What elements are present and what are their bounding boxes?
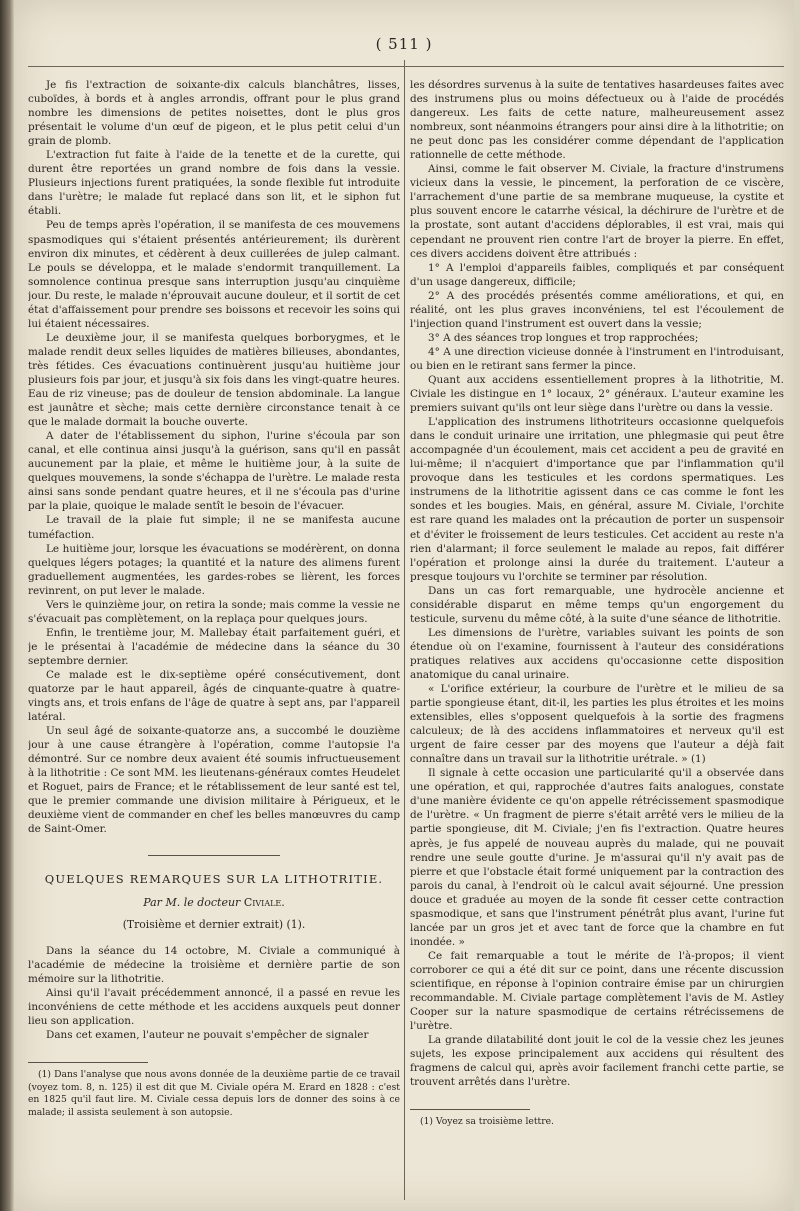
footnote-rule	[410, 1109, 530, 1110]
header-rule	[28, 66, 784, 67]
book-binding	[0, 0, 14, 1211]
section-subtitle: (Troisième et dernier extrait) (1).	[122, 917, 306, 931]
paragraph: Le travail de la plaie fut simple; il ne se manifesta aucune tuméfaction.	[28, 514, 400, 541]
section-separator	[148, 855, 280, 856]
paragraph: Ce fait remarquable a tout le mérite de l'à-propos; il vient corroborer ce qui a été dit sur ce point, dans une récente discussion scientifique, en réponse à l'opinion contraire émise par un chirurgien recommandable. M. Civiale partage complètement l'avis de M. Astley Cooper sur la nature spasmodique de certains rétrécissemens de l'urètre.	[410, 949, 784, 1033]
paragraph: L'application des instrumens lithotriteurs occasionne quelquefois dans le conduit urinaire une irritation, une phlegmasie qui peut être accompagnée d'un écoulement, mais cet accident a peu de gravité en lui-même; il n'acquiert d'importance que par l'inflammation qu'il provoque dans les testicules et les cordons spermatiques. Les instrumens de la lithotritie agissent dans ce cas comme le font les sondes et les bougies. Mais, en général, assure M. Civiale, l'orchite est rare quand les malades ont la précaution de porter un suspensoir et d'éviter le froissement de leurs testicules. Cet accident au reste n'a rien d'alarmant; il force seulement le malade au repos, fait différer l'opération et prolonge ainsi la durée du traitement. L'auteur a presque toujours vu l'orchite se terminer par résolution.	[410, 416, 784, 583]
byline-author: Civiale.	[243, 895, 285, 909]
footnote-rule	[28, 1062, 148, 1063]
right-column	[410, 78, 784, 1199]
footnote: (1) Dans l'analyse que nous avons donnée de la deuxième partie de ce travail (voyez tom. 8, n. 125) il est dit que M. Civiale opéra M. Erard en 1828 : c'est en 1825 qu'il faut lire. M. Civiale cessa depuis lors de donner des soins à ce malade; il assista seulement à son autopsie.	[28, 1069, 400, 1118]
paragraph: 1° A l'emploi d'appareils faibles, compliqués et par conséquent d'un usage dangereux, difficile;	[410, 261, 784, 288]
paragraph: Dans un cas fort remarquable, une hydrocèle ancienne et considérable disparut en même temps qu'un engorgement du testicule, survenu du même côté, à la suite d'une séance de lithotritie.	[410, 584, 784, 625]
paragraph: La grande dilatabilité dont jouit le col de la vessie chez les jeunes sujets, les expose principalement aux accidens qui résultent des fragmens de calcul qui, après avoir facilement franchi cette partie, se trouvent arrêtés dans l'urètre.	[410, 1034, 784, 1089]
paragraph: « L'orifice extérieur, la courbure de l'urètre et le milieu de sa partie spongieuse étant, dit-il, les parties les plus étroites et les moins extensibles, elles s'opposent quelquefois à la sortie des fragmens calculeux; de là des accidens inflammatoires et nerveux qu'il est urgent de faire cesser par des moyens que l'auteur a déjà fait connaître dans un travail sur la lithotritie urétrale. » (1)	[410, 683, 784, 766]
page-number: ( 511 )	[375, 35, 433, 53]
paragraph: Vers le quinzième jour, on retira la sonde; mais comme la vessie ne s'évacuait pas complètement, on la replaça pour quelques jours.	[28, 598, 400, 625]
paragraph: Le huitième jour, lorsque les évacuations se modérèrent, on donna quelques légers potages; la quantité et la nature des alimens furent graduellement augmentées, les gardes-robes se lièrent, les forces revinrent, on put lever le malade.	[28, 542, 400, 597]
paragraph: Quant aux accidens essentiellement propres à la lithotritie, M. Civiale les distingue en 1° locaux, 2° généraux. L'auteur examine les premiers suivant qu'ils ont leur siège dans l'urètre ou dans la vessie.	[410, 373, 784, 415]
paragraph: Ainsi qu'il l'avait précédemment annoncé, il a passé en revue les inconvéniens de cette méthode et les accidens auxquels peut donner lieu son application.	[28, 986, 400, 1027]
paragraph: les désordres survenus à la suite de tentatives hasardeuses faites avec des instrumens plus ou moins défectueux ou à l'aide de procédés dangereux. Les faits de cette nature, malheureusement assez nombreux, sont néanmoins étrangers pour ainsi dire à la lithotritie; on ne peut donc pas les considérer comme dépendant de l'application rationnelle de cette méthode.	[410, 79, 784, 162]
column-divider	[404, 60, 405, 1200]
footnote: (1) Voyez sa troisième lettre.	[420, 1116, 554, 1128]
paragraph: 4° A une direction vicieuse donnée à l'instrument en l'introduisant, ou bien en le retirant sans fermer la pince.	[410, 345, 784, 372]
paragraph: 2° A des procédés présentés comme améliorations, et qui, en réalité, ont les plus graves inconvéniens, tel est l'écoulement de l'injection quand l'instrument est ouvert dans la vessie;	[410, 289, 784, 330]
paragraph: Enfin, le trentième jour, M. Mallebay était parfaitement guéri, et je le présentai à l'académie de médecine dans la séance du 30 septembre dernier.	[28, 626, 400, 667]
paragraph: Dans cet examen, l'auteur ne pouvait s'empêcher de signaler	[46, 1028, 369, 1041]
paragraph: Ce malade est le dix-septième opéré consécutivement, dont quatorze par le haut appareil, âgés de cinquante-quatre à quatre-vingts ans, et trois enfans de l'âge de quatre à sept ans, par l'appareil latéral.	[28, 668, 400, 724]
paragraph: Un seul âgé de soixante-quatorze ans, a succombé le douzième jour à une cause étrangère à l'opération, comme l'autopsie l'a démontré. Sur ce nombre deux avaient été soumis infructueusement à la lithotritie : Ce sont MM. les lieutenans-généraux comtes Heudelet et Roguet, pairs de France; et le rétablissement de leur santé est tel, que le premier commande une division militaire à Périgueux, et le deuxième vient de commander en chef les belles manœuvres du camp de Saint-Omer.	[28, 725, 400, 836]
section-title: QUELQUES REMARQUES SUR LA LITHOTRITIE.	[44, 871, 384, 886]
byline-prefix: Par M. le docteur	[143, 895, 241, 909]
paragraph: Peu de temps après l'opération, il se manifesta de ces mouvemens spasmodiques qui s'étaient présentés antérieurement; ils durèrent environ dix minutes, et cédèrent à deux cuillerées de julep calmant. Le pouls se développa, et le malade s'endormit tranquillement. La somnolence continua presque sans interruption jusqu'au cinquième jour. Du reste, le malade n'éprouvait aucune douleur, et il sortit de cet état d'affaissement pour prendre ses boissons et recevoir les soins qui lui étaient nécessaires.	[28, 219, 400, 330]
paragraph: Ainsi, comme le fait observer M. Civiale, la fracture d'instrumens vicieux dans la vessie, le pincement, la perforation de ce viscère, l'arrachement d'une partie de sa membrane muqueuse, la cystite et plus souvent encore le catarrhe vésical, la déchirure de l'urètre et de la prostate, sont autant d'accidens déplorables, il est vrai, mais qui cependant ne prouvent rien contre l'art de broyer la pierre. En effet, ces divers accidens doivent être attribués :	[410, 163, 784, 260]
paragraph: Le deuxième jour, il se manifesta quelques borborygmes, et le malade rendit deux selles liquides de matières bilieuses, abondantes, très fétides. Ces évacuations continuèrent jusqu'au huitième jour plusieurs fois par jour, et jusqu'à six fois dans les vingt-quatre heures. Eau de riz vineuse; pas de douleur de tension abdominale. La langue est jaunâtre et sèche; mais cette dernière circonstance tenait à ce que le malade dormait la bouche ouverte.	[28, 331, 400, 429]
book-page	[14, 0, 794, 1211]
byline	[28, 896, 400, 910]
paragraph: Les dimensions de l'urètre, variables suivant les points de son étendue où on l'examine, fournissent à l'auteur des considérations pratiques relatives aux accidens qu'occasionne cette disposition anatomique du canal urinaire.	[410, 626, 784, 681]
paragraph: L'extraction fut faite à l'aide de la tenette et de la curette, qui durent être reportées un grand nombre de fois dans la vessie. Plusieurs injections furent pratiquées, la sonde flexible fut introduite dans l'urètre; le malade fut replacé dans son lit, et le siphon fut établi.	[28, 149, 400, 218]
paragraph: Je fis l'extraction de soixante-dix calculs blanchâtres, lisses, cuboïdes, à bords et à angles arrondis, offrant pour le plus grand nombre les dimensions de petites noisettes, dont le plus gros présentait le volume d'un œuf de pigeon, et le plus petit celui d'un grain de plomb.	[28, 79, 400, 148]
paragraph: 3° A des séances trop longues et trop rapprochées;	[428, 331, 699, 344]
paragraph: A dater de l'établissement du siphon, l'urine s'écoula par son canal, et elle continua ainsi jusqu'à la guérison, sans qu'il en passât aucunement par la plaie, et même le huitième jour, à la suite de quelques mouvemens, la sonde s'échappa de l'urètre. Le malade resta ainsi sans sonde pendant quatre heures, et il ne s'écoula pas d'urine par la plaie, quoique le malade sentît le besoin de l'évacuer.	[28, 430, 400, 513]
left-column	[28, 78, 400, 1199]
paragraph: Il signale à cette occasion une particularité qu'il a observée dans une opération, et qui, rapprochée d'autres faits analogues, constate d'une manière évidente ce qu'on appelle rétrécissement spasmodique de l'urètre. « Un fragment de pierre s'était arrêté vers le milieu de la partie spongieuse, dit M. Civiale; j'en fis l'extraction. Quatre heures après, je fus appelé de nouveau auprès du malade, qui ne pouvait rendre une seule goutte d'urine. Je m'assurai qu'il n'y avait pas de pierre et que l'obstacle était formé uniquement par la contraction des parois du canal, à l'endroit où le calcul avait séjourné. Une pression douce et graduée au moyen de la sonde fit cesser cette contraction spasmodique, et sans que l'instrument pénétrât plus avant, l'urine fut lancée par un gros jet et avec tant de force que la chambre en fut inondée. »	[410, 767, 784, 948]
paragraph: Dans la séance du 14 octobre, M. Civiale a communiqué à l'académie de médecine la troisième et dernière partie de son mémoire sur la lithotritie.	[28, 944, 400, 985]
